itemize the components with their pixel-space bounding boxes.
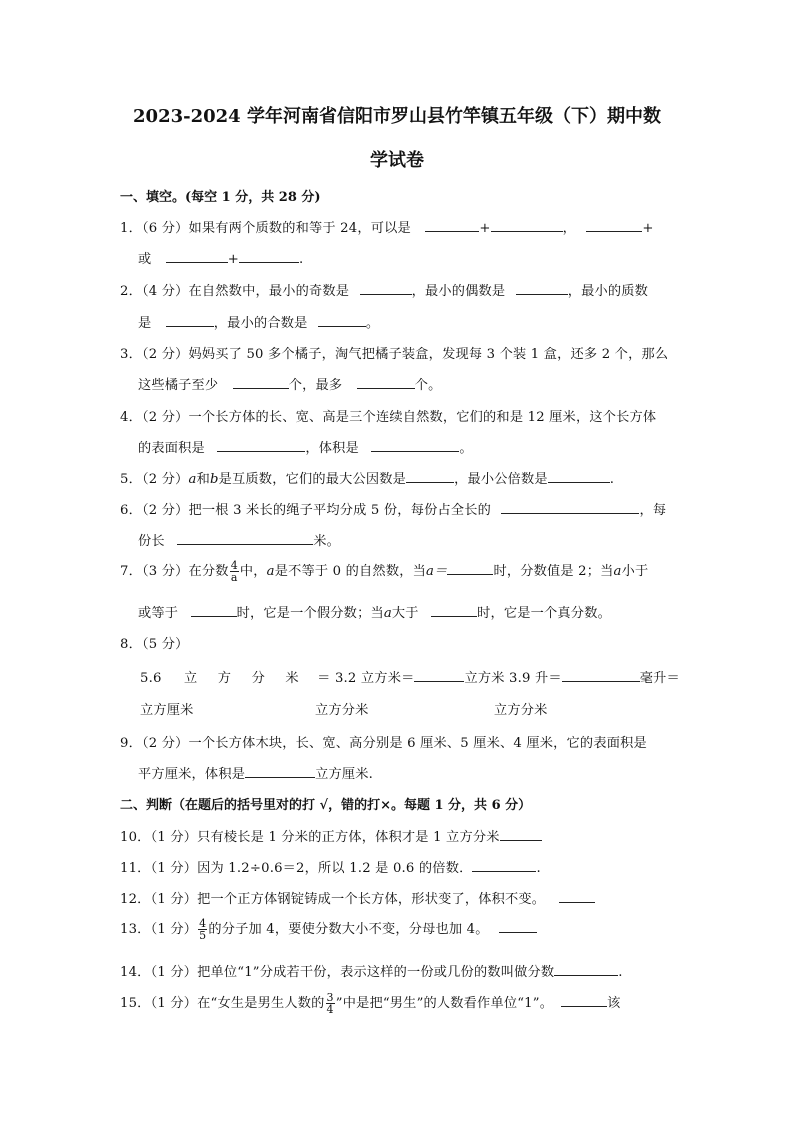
answer-blank[interactable] [371,439,459,452]
question-9-line1: 9．（2 分）一个长方体木块，长、宽、高分别是 6 厘米、5 厘米、4 厘米，它的表面积是 [120,736,647,751]
answer-blank[interactable] [586,219,642,232]
answer-blank[interactable] [491,219,563,232]
question-8-line2-unit-c: 立方分米 [494,703,548,718]
answer-blank[interactable] [548,470,610,483]
question-9-line2: 平方厘米，体积是 立方厘米. [138,767,374,782]
answer-blank[interactable] [562,669,640,682]
answer-blank[interactable] [472,859,536,872]
fraction-4-over-a: $\frac{4}{a}$ [230,559,238,584]
answer-blank[interactable] [561,994,607,1007]
question-8-line2-unit-a: 立方厘米 [140,703,194,718]
question-1-line1: 1．（6 分）如果有两个质数的和等于 24，可以是 + ， + [120,221,654,236]
question-14: 14．（1 分）把单位“1”分成若干份，表示这样的一份或几份的数叫做分数 . [120,965,623,980]
answer-blank[interactable] [425,219,479,232]
question-11: 11．（1 分）因为 1.2÷0.6＝2，所以 1.2 是 0.6 的倍数． . [120,861,541,876]
answer-blank[interactable] [500,828,542,841]
answer-blank[interactable] [360,282,412,295]
answer-blank[interactable] [499,920,537,933]
question-8-header: 8．（5 分） [120,637,189,652]
answer-blank[interactable] [245,765,315,778]
question-10: 10．（1 分）只有棱长是 1 分米的正方体，体积才是 1 立方分米 [120,826,542,845]
question-7-line2: 或等于 时，它是一个假分数；当a大于 时，它是一个真分数。 [138,606,611,621]
answer-blank[interactable] [554,963,618,976]
answer-blank[interactable] [559,890,595,903]
exam-title-line1: 2023-2024 学年河南省信阳市罗山县竹竿镇五年级（下）期中数 [133,106,661,127]
answer-blank[interactable] [166,250,228,263]
question-7-line1: 7．（3 分）在分数 $\frac{4}{a}$ 中，a是不等于 0 的自然数，当a＝ 时，分数值是 2；当a小于 [120,559,649,584]
question-6-line1: 6．（2 分）把一根 3 米长的绳子平均分成 5 份，每份占全长的 ，每 [120,503,667,518]
question-12: 12．（1 分）把一个正方体钢锭铸成一个长方体，形状变了，体积不变。 [120,888,595,907]
fraction-4-over-5: $\frac{4}{5}$ [199,917,207,942]
answer-blank[interactable] [217,439,305,452]
answer-blank[interactable] [239,250,299,263]
answer-blank[interactable] [357,376,415,389]
question-15: 15．（1 分）在“女生是男生人数的 $\frac{3}{4}$ ”中是把“男生”的人数看作单位“1”。 该 [120,991,621,1016]
question-3-line1: 3．（2 分）妈妈买了 50 多个橘子，淘气把橘子装盒，发现每 3 个装 1 盒，还多 2 个，那么 [120,347,669,362]
question-2-line1: 2．（4 分）在自然数中，最小的奇数是 ，最小的偶数是 ，最小的质数 [120,284,649,299]
exam-title-line2: 学试卷 [370,150,424,171]
answer-blank[interactable] [447,562,493,575]
question-6-line2: 份长 米。 [138,534,340,549]
question-13: 13．（1 分） $\frac{4}{5}$ 的分子加 4，要使分数大小不变，分母也加 4。 [120,918,537,941]
question-4-line2: 的表面积是 ，体积是 。 [138,441,473,456]
answer-blank[interactable] [318,314,366,327]
fraction-3-over-4: $\frac{3}{4}$ [326,991,334,1016]
question-8-line1: 5.6 立 方 分 米 ＝ 3.2 立方米＝ 立方米 3.9 升＝ 毫升＝ [140,671,680,686]
answer-blank[interactable] [431,604,477,617]
question-2-line2: 是 ，最小的合数是 。 [138,316,380,331]
question-4-line1: 4．（2 分）一个长方体的长、宽、高是三个连续自然数，它们的和是 12 厘米，这个长方体 [120,410,657,425]
answer-blank[interactable] [516,282,568,295]
question-3-line2: 这些橘子至少 个，最多 个。 [138,378,442,393]
answer-blank[interactable] [233,376,289,389]
question-8-line2-unit-b: 立方分米 [315,703,369,718]
answer-blank[interactable] [191,604,237,617]
answer-blank[interactable] [177,532,313,545]
question-5: 5．（2 分）a和b是互质数，它们的最大公因数是 ，最小公倍数是 . [120,472,615,487]
question-1-line2: 或 + . [138,252,304,267]
answer-blank[interactable] [414,669,464,682]
answer-blank[interactable] [166,314,214,327]
answer-blank[interactable] [406,470,454,483]
section-true-false-heading: 二、判断（在题后的括号里对的打 √，错的打×。每题 1 分，共 6 分） [120,798,532,813]
section-fill-blank-heading: 一、填空。(每空 1 分，共 28 分) [120,190,321,205]
answer-blank[interactable] [501,501,639,514]
